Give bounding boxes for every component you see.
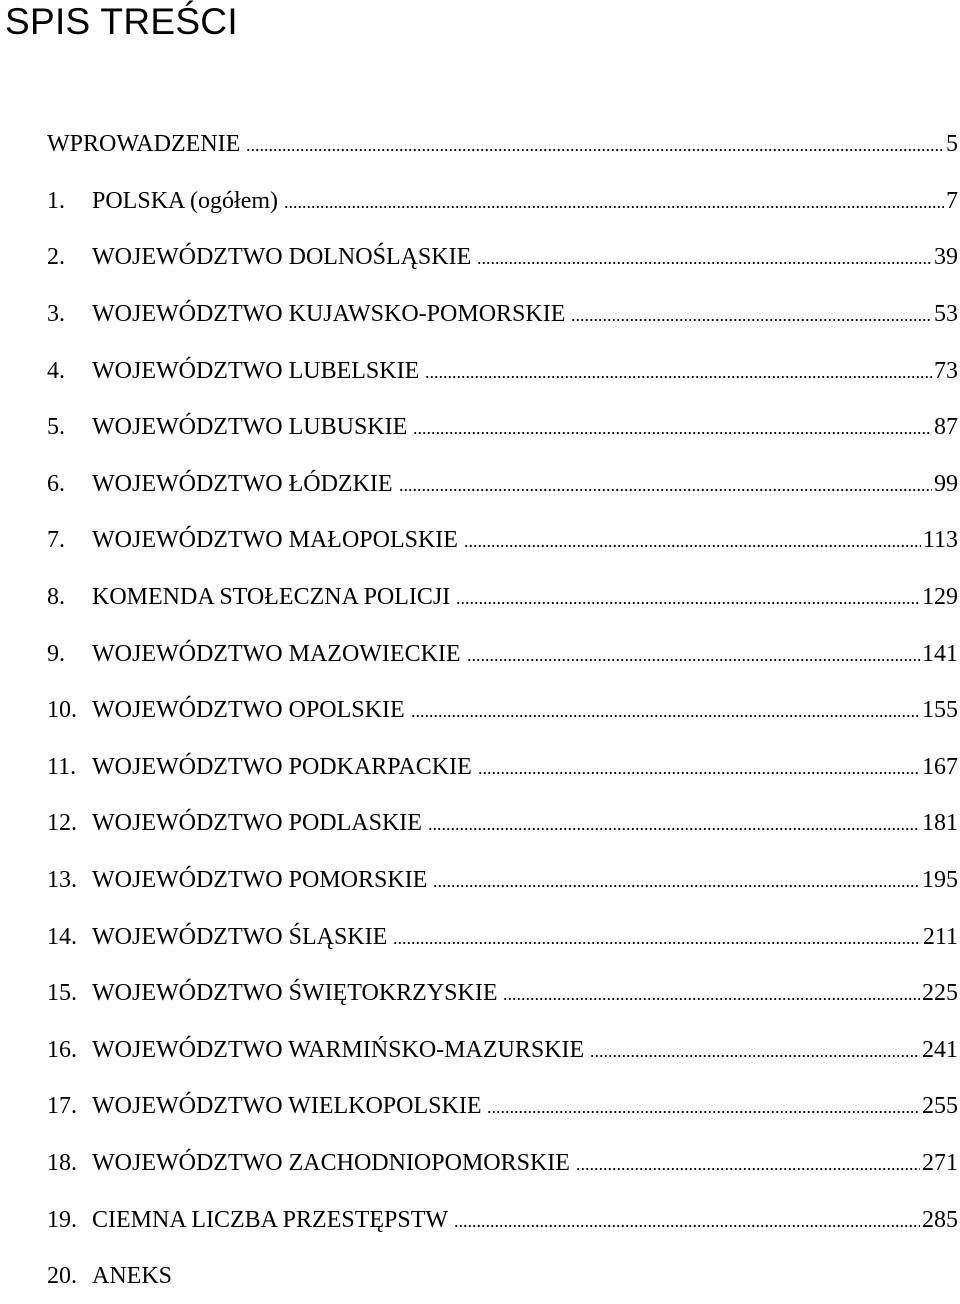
toc-entry[interactable] bbox=[47, 1248, 958, 1304]
toc-entry-page-number: 155 bbox=[922, 697, 958, 724]
toc-entry-leader-dots bbox=[467, 659, 920, 661]
toc-entry-number: 9. bbox=[47, 640, 65, 667]
toc-entry-number: 17. bbox=[47, 1093, 77, 1120]
toc-entry[interactable] bbox=[47, 286, 958, 343]
toc-entry-page-number: 255 bbox=[922, 1093, 958, 1120]
toc-entry[interactable] bbox=[47, 682, 958, 739]
toc-entry-leader-dots bbox=[590, 1055, 920, 1057]
toc-entry-page-number: 211 bbox=[922, 923, 958, 950]
toc-entry-page-number: 87 bbox=[934, 414, 958, 441]
toc-entry[interactable] bbox=[47, 342, 958, 399]
toc-entry-page-number: 39 bbox=[934, 244, 958, 271]
toc-entry-page-number: 113 bbox=[922, 527, 958, 554]
toc-entry-page-number: 195 bbox=[922, 867, 958, 894]
toc-entry[interactable] bbox=[47, 1191, 958, 1248]
toc-entry-leader-dots bbox=[433, 885, 920, 887]
toc-entry-label: WOJEWÓDZTWO ŁÓDZKIE bbox=[92, 470, 393, 497]
toc-entry-number: 6. bbox=[47, 470, 65, 497]
toc-entry-leader-dots bbox=[284, 206, 944, 208]
toc-entry-label: WOJEWÓDZTWO MAZOWIECKIE bbox=[92, 640, 461, 667]
toc-entry-page-number: 53 bbox=[934, 301, 958, 328]
toc-entry-label: WOJEWÓDZTWO ŚLĄSKIE bbox=[92, 923, 388, 950]
toc-entry-leader-dots bbox=[571, 319, 932, 321]
toc-entry-leader-dots bbox=[478, 772, 920, 774]
toc-entry-leader-dots bbox=[246, 149, 944, 151]
toc-entry-label: WOJEWÓDZTWO ŚWIĘTOKRZYSKIE bbox=[92, 980, 498, 1007]
toc-entry-number: 8. bbox=[47, 584, 65, 611]
toc-entry-page-number: 99 bbox=[934, 470, 958, 497]
toc-entry-number: 7. bbox=[47, 527, 65, 554]
toc-entry-page-number: 241 bbox=[922, 1036, 958, 1063]
toc-entry-label: CIEMNA LICZBA PRZESTĘPSTW bbox=[92, 1206, 449, 1233]
toc-entry-label: WOJEWÓDZTWO LUBUSKIE bbox=[92, 414, 408, 441]
toc-entry-label: WOJEWÓDZTWO WARMIŃSKO-MAZURSKIE bbox=[92, 1036, 585, 1063]
toc-entry-label: WOJEWÓDZTWO ZACHODNIOPOMORSKIE bbox=[92, 1149, 570, 1176]
toc-entry-number: 15. bbox=[47, 980, 77, 1007]
toc-entry[interactable] bbox=[47, 1078, 958, 1135]
toc-entry-leader-dots bbox=[487, 1111, 920, 1113]
toc-entry-number: 11. bbox=[47, 753, 77, 780]
toc-entry-number: 16. bbox=[47, 1036, 77, 1063]
toc-entry-page-number: 7 bbox=[946, 187, 958, 214]
toc-entry-leader-dots bbox=[477, 262, 932, 264]
toc-entry-label: WOJEWÓDZTWO PODKARPACKIE bbox=[92, 753, 472, 780]
toc-entry-label: WOJEWÓDZTWO LUBELSKIE bbox=[92, 357, 420, 384]
toc-entry-label: WOJEWÓDZTWO DOLNOŚLĄSKIE bbox=[92, 244, 472, 271]
toc-entry-number: 4. bbox=[47, 357, 65, 384]
table-of-contents bbox=[47, 116, 958, 1304]
toc-entry-leader-dots bbox=[399, 489, 932, 491]
toc-entry-number: 14. bbox=[47, 923, 77, 950]
toc-entry-leader-dots bbox=[393, 942, 921, 944]
toc-entry-page-number: 271 bbox=[922, 1149, 958, 1176]
toc-entry-label: WOJEWÓDZTWO WIELKOPOLSKIE bbox=[92, 1093, 482, 1120]
toc-entry-label: WPROWADZENIE bbox=[47, 131, 241, 158]
toc-entry-leader-dots bbox=[411, 715, 920, 717]
toc-entry-number: 18. bbox=[47, 1149, 77, 1176]
toc-entry-number: 12. bbox=[47, 810, 77, 837]
toc-entry-leader-dots bbox=[456, 602, 920, 604]
toc-entry-leader-dots bbox=[454, 1225, 920, 1227]
toc-entry-number: 13. bbox=[47, 867, 77, 894]
toc-entry-leader-dots bbox=[576, 1168, 920, 1170]
toc-entry[interactable] bbox=[47, 512, 958, 569]
toc-entry-label: ANEKS bbox=[92, 1263, 173, 1290]
toc-entry-leader-dots bbox=[464, 545, 921, 547]
toc-entry-page-number: 141 bbox=[922, 640, 958, 667]
toc-entry[interactable] bbox=[47, 116, 958, 173]
toc-entry-leader-dots bbox=[413, 432, 932, 434]
toc-entry-page-number: 285 bbox=[922, 1206, 958, 1233]
toc-entry[interactable] bbox=[47, 795, 958, 852]
toc-entry-leader-dots bbox=[503, 998, 920, 1000]
toc-entry-label: KOMENDA STOŁECZNA POLICJI bbox=[92, 584, 451, 611]
toc-entry[interactable] bbox=[47, 1022, 958, 1079]
toc-entry-label: WOJEWÓDZTWO OPOLSKIE bbox=[92, 697, 405, 724]
toc-entry[interactable] bbox=[47, 399, 958, 456]
toc-entry[interactable] bbox=[47, 229, 958, 286]
toc-entry-leader-dots bbox=[425, 376, 932, 378]
toc-entry-number: 5. bbox=[47, 414, 65, 441]
toc-entry[interactable] bbox=[47, 739, 958, 796]
toc-entry[interactable] bbox=[47, 456, 958, 513]
toc-entry[interactable] bbox=[47, 625, 958, 682]
page-title: SPIS TREŚCI bbox=[5, 1, 238, 42]
toc-entry-number: 10. bbox=[47, 697, 77, 724]
toc-entry[interactable] bbox=[47, 569, 958, 626]
toc-entry-number: 20. bbox=[47, 1263, 77, 1290]
toc-entry-number: 2. bbox=[47, 244, 65, 271]
toc-entry-page-number: 181 bbox=[922, 810, 958, 837]
toc-entry[interactable] bbox=[47, 852, 958, 909]
toc-entry-number: 3. bbox=[47, 301, 65, 328]
toc-entry-page-number: 129 bbox=[922, 584, 958, 611]
toc-entry-label: WOJEWÓDZTWO POMORSKIE bbox=[92, 867, 428, 894]
toc-entry-page-number: 5 bbox=[946, 131, 958, 158]
toc-entry-label: WOJEWÓDZTWO MAŁOPOLSKIE bbox=[92, 527, 458, 554]
toc-entry-number: 19. bbox=[47, 1206, 77, 1233]
toc-entry-number: 1. bbox=[47, 187, 65, 214]
toc-entry[interactable] bbox=[47, 965, 958, 1022]
toc-entry-page-number: 73 bbox=[934, 357, 958, 384]
toc-entry[interactable] bbox=[47, 908, 958, 965]
toc-entry-page-number: 167 bbox=[922, 753, 958, 780]
toc-entry-leader-dots bbox=[428, 828, 920, 830]
toc-entry-page-number: 225 bbox=[922, 980, 958, 1007]
toc-entry-label: POLSKA (ogółem) bbox=[92, 187, 278, 214]
toc-entry[interactable] bbox=[47, 173, 958, 230]
toc-entry[interactable] bbox=[47, 1135, 958, 1192]
toc-entry-label: WOJEWÓDZTWO PODLASKIE bbox=[92, 810, 422, 837]
toc-entry-label: WOJEWÓDZTWO KUJAWSKO-POMORSKIE bbox=[92, 301, 566, 328]
